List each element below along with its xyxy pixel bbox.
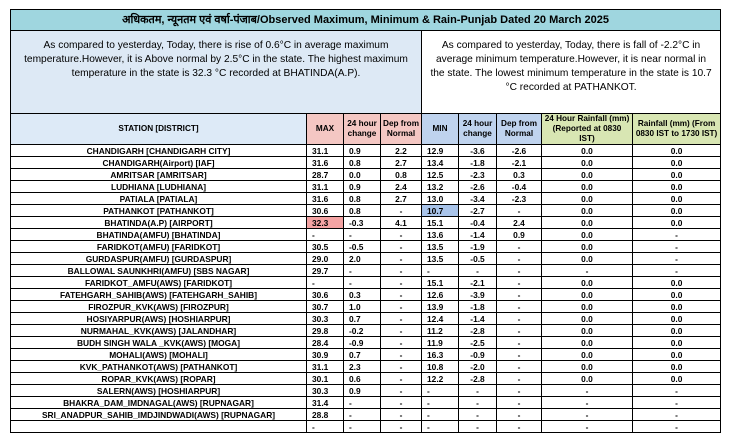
rain-24h-cell: 0.0 xyxy=(542,361,633,373)
table-row xyxy=(11,361,721,373)
max-dep-cell: 4.1 xyxy=(381,217,422,229)
min-change-cell: -1.4 xyxy=(459,313,497,325)
station-cell: HOSIYARPUR(AWS) [HOSHIARPUR] xyxy=(11,313,307,325)
min-cell: 12.9 xyxy=(422,145,459,157)
max-cell: 31.1 xyxy=(307,361,344,373)
table-row xyxy=(11,265,721,277)
min-dep-cell: 0.9 xyxy=(497,229,542,241)
max-change-cell: 0.8 xyxy=(344,205,381,217)
max-dep-cell: - xyxy=(381,205,422,217)
max-cell: 30.1 xyxy=(307,373,344,385)
rain-24h-cell: - xyxy=(542,265,633,277)
max-change-cell: - xyxy=(344,421,381,433)
min-dep-cell: - xyxy=(497,301,542,313)
rain-day-cell: 0.0 xyxy=(633,277,721,289)
max-dep-cell: - xyxy=(381,265,422,277)
rain-24h-cell: 0.0 xyxy=(542,289,633,301)
min-change-cell: -2.0 xyxy=(459,361,497,373)
min-cell: 16.3 xyxy=(422,349,459,361)
rain-24h-cell: 0.0 xyxy=(542,157,633,169)
table-row xyxy=(11,349,721,361)
max-cell: 30.3 xyxy=(307,385,344,397)
station-cell: AMRITSAR [AMRITSAR] xyxy=(11,169,307,181)
min-change-cell: -3.9 xyxy=(459,289,497,301)
station-cell: GURDASPUR(AMFU) [GURDASPUR] xyxy=(11,253,307,265)
station-cell: MOHALI(AWS) [MOHALI] xyxy=(11,349,307,361)
rain-day-cell: 0.0 xyxy=(633,181,721,193)
max-cell: 31.6 xyxy=(307,157,344,169)
rain-24h-cell: 0.0 xyxy=(542,229,633,241)
max-change-cell: 0.9 xyxy=(344,181,381,193)
min-dep-cell: - xyxy=(497,373,542,385)
rain-24h-cell: 0.0 xyxy=(542,241,633,253)
rain-24h-cell: 0.0 xyxy=(542,145,633,157)
min-dep-cell: - xyxy=(497,289,542,301)
max-change-cell: 0.6 xyxy=(344,373,381,385)
max-dep-cell: 2.7 xyxy=(381,193,422,205)
max-dep-cell: 2.4 xyxy=(381,181,422,193)
max-dep-cell: - xyxy=(381,409,422,421)
min-change-cell: -2.5 xyxy=(459,337,497,349)
header-max-dep: Dep from Normal xyxy=(381,114,422,145)
min-cell: 11.9 xyxy=(422,337,459,349)
min-temperature-summary: As compared to yesterday, Today, there is fall of -2.2°C in average minimum temperature.However, it is near normal in the state. The lowest minimum temperature in the state is 10.7 °C recorded at PATHANKOT. xyxy=(422,31,721,114)
min-dep-cell: - xyxy=(497,253,542,265)
min-cell: 13.0 xyxy=(422,193,459,205)
max-change-cell: -0.9 xyxy=(344,337,381,349)
station-cell: SALERN(AWS) [HOSHIARPUR] xyxy=(11,385,307,397)
rain-day-cell: 0.0 xyxy=(633,361,721,373)
table-row xyxy=(11,145,721,157)
max-dep-cell: - xyxy=(381,397,422,409)
min-cell: 11.2 xyxy=(422,325,459,337)
max-change-cell: - xyxy=(344,277,381,289)
rain-24h-cell: 0.0 xyxy=(542,349,633,361)
min-change-cell: -0.4 xyxy=(459,217,497,229)
station-cell: CHANDIGARH(Airport) [IAF] xyxy=(11,157,307,169)
min-dep-cell: 0.3 xyxy=(497,169,542,181)
rain-day-cell: 0.0 xyxy=(633,337,721,349)
rain-day-cell: 0.0 xyxy=(633,157,721,169)
min-change-cell: -2.6 xyxy=(459,181,497,193)
min-cell: 13.6 xyxy=(422,229,459,241)
max-change-cell: 0.9 xyxy=(344,385,381,397)
max-cell: 28.4 xyxy=(307,337,344,349)
observation-table xyxy=(10,9,721,433)
max-change-cell: -0.5 xyxy=(344,241,381,253)
max-dep-cell: - xyxy=(381,289,422,301)
max-dep-cell: - xyxy=(381,337,422,349)
station-cell xyxy=(11,421,307,433)
min-change-cell: -1.9 xyxy=(459,241,497,253)
min-cell: 13.4 xyxy=(422,157,459,169)
min-cell: 12.5 xyxy=(422,169,459,181)
header-rain-day: Rainfall (mm) (From 0830 IST to 1730 IST) xyxy=(633,114,721,145)
station-cell: BHATINDA(AMFU) [BHATINDA] xyxy=(11,229,307,241)
min-cell: 13.2 xyxy=(422,181,459,193)
table-row xyxy=(11,337,721,349)
max-cell: 31.6 xyxy=(307,193,344,205)
station-cell: NURMAHAL_KVK(AWS) [JALANDHAR] xyxy=(11,325,307,337)
max-cell: 28.7 xyxy=(307,169,344,181)
max-cell: 30.6 xyxy=(307,205,344,217)
station-cell: FARIDKOT_AMFU(AWS) [FARIDKOT] xyxy=(11,277,307,289)
max-change-cell: - xyxy=(344,397,381,409)
rain-day-cell: - xyxy=(633,253,721,265)
min-change-cell: - xyxy=(459,397,497,409)
rain-24h-cell: 0.0 xyxy=(542,373,633,385)
rain-day-cell: - xyxy=(633,385,721,397)
min-change-cell: -2.8 xyxy=(459,325,497,337)
max-change-cell: 0.8 xyxy=(344,193,381,205)
min-cell: 15.1 xyxy=(422,277,459,289)
header-max-change: 24 hour change xyxy=(344,114,381,145)
rain-day-cell: 0.0 xyxy=(633,169,721,181)
max-temperature-summary: As compared to yesterday, Today, there is rise of 0.6°C in average maximum temperature.However, it is Above normal by 2.5°C in the state. The highest maximum temperature in the state is 32.3 °C recorded at BHATINDA(A.P). xyxy=(11,31,422,114)
min-dep-cell: -2.3 xyxy=(497,193,542,205)
max-change-cell: 0.0 xyxy=(344,169,381,181)
rain-day-cell: 0.0 xyxy=(633,349,721,361)
min-change-cell: -1.4 xyxy=(459,229,497,241)
min-dep-cell: - xyxy=(497,361,542,373)
header-station: STATION [DISTRICT] xyxy=(11,114,307,145)
min-change-cell: - xyxy=(459,421,497,433)
min-change-cell: - xyxy=(459,409,497,421)
max-cell: 32.3 xyxy=(307,217,344,229)
rain-24h-cell: 0.0 xyxy=(542,205,633,217)
min-cell: - xyxy=(422,421,459,433)
header-min: MIN xyxy=(422,114,459,145)
max-dep-cell: 0.8 xyxy=(381,169,422,181)
max-cell: 30.3 xyxy=(307,313,344,325)
max-dep-cell: - xyxy=(381,385,422,397)
report-title: अधिकतम, न्यूनतम एवं वर्षा-पंजाब/Observed Maximum, Minimum & Rain-Punjab Dated 20 March 2025 xyxy=(11,10,721,31)
min-cell: 12.2 xyxy=(422,373,459,385)
max-dep-cell: - xyxy=(381,313,422,325)
rain-24h-cell: 0.0 xyxy=(542,181,633,193)
rain-24h-cell: 0.0 xyxy=(542,337,633,349)
station-cell: KVK_PATHANKOT(AWS) [PATHANKOT] xyxy=(11,361,307,373)
min-dep-cell: - xyxy=(497,349,542,361)
min-change-cell: -0.9 xyxy=(459,349,497,361)
max-change-cell: 2.0 xyxy=(344,253,381,265)
max-change-cell: 0.9 xyxy=(344,145,381,157)
rain-24h-cell: - xyxy=(542,397,633,409)
rain-day-cell: - xyxy=(633,409,721,421)
rain-day-cell: 0.0 xyxy=(633,289,721,301)
max-cell: - xyxy=(307,421,344,433)
table-row xyxy=(11,205,721,217)
max-change-cell: 2.3 xyxy=(344,361,381,373)
min-dep-cell: - xyxy=(497,277,542,289)
rain-24h-cell: 0.0 xyxy=(542,169,633,181)
rain-day-cell: - xyxy=(633,241,721,253)
min-cell: - xyxy=(422,397,459,409)
station-cell: FIROZPUR_KVK(AWS) [FIROZPUR] xyxy=(11,301,307,313)
min-dep-cell: -2.6 xyxy=(497,145,542,157)
min-change-cell: -0.5 xyxy=(459,253,497,265)
rain-day-cell: 0.0 xyxy=(633,373,721,385)
min-change-cell: -1.8 xyxy=(459,157,497,169)
header-min-change: 24 hour change xyxy=(459,114,497,145)
min-change-cell: -1.8 xyxy=(459,301,497,313)
max-cell: - xyxy=(307,277,344,289)
rain-24h-cell: 0.0 xyxy=(542,325,633,337)
rain-day-cell: - xyxy=(633,421,721,433)
min-cell: - xyxy=(422,265,459,277)
max-change-cell: - xyxy=(344,409,381,421)
rain-day-cell: 0.0 xyxy=(633,301,721,313)
max-dep-cell: - xyxy=(381,241,422,253)
max-cell: 29.7 xyxy=(307,265,344,277)
station-cell: PATHANKOT [PATHANKOT] xyxy=(11,205,307,217)
table-row xyxy=(11,385,721,397)
max-cell: 30.9 xyxy=(307,349,344,361)
table-row xyxy=(11,193,721,205)
min-change-cell: -2.1 xyxy=(459,277,497,289)
station-cell: SRI_ANADPUR_SAHIB_IMDJINDWADI(AWS) [RUPNAGAR] xyxy=(11,409,307,421)
rain-24h-cell: - xyxy=(542,409,633,421)
rain-day-cell: - xyxy=(633,265,721,277)
table-row xyxy=(11,301,721,313)
table-row xyxy=(11,169,721,181)
rain-day-cell: 0.0 xyxy=(633,193,721,205)
min-cell: 13.5 xyxy=(422,241,459,253)
max-change-cell: 0.7 xyxy=(344,349,381,361)
max-cell: 30.5 xyxy=(307,241,344,253)
max-change-cell: -0.2 xyxy=(344,325,381,337)
max-change-cell: 0.3 xyxy=(344,289,381,301)
max-cell: 31.1 xyxy=(307,145,344,157)
table-row xyxy=(11,313,721,325)
min-dep-cell: - xyxy=(497,265,542,277)
table-row xyxy=(11,229,721,241)
table-row xyxy=(11,397,721,409)
max-dep-cell: - xyxy=(381,349,422,361)
min-change-cell: - xyxy=(459,265,497,277)
rain-24h-cell: - xyxy=(542,421,633,433)
rain-24h-cell: 0.0 xyxy=(542,217,633,229)
table-row xyxy=(11,421,721,433)
min-change-cell: -3.6 xyxy=(459,145,497,157)
rain-day-cell: - xyxy=(633,229,721,241)
min-dep-cell: -2.1 xyxy=(497,157,542,169)
min-dep-cell: - xyxy=(497,421,542,433)
station-cell: FARIDKOT(AMFU) [FARIDKOT] xyxy=(11,241,307,253)
min-dep-cell: - xyxy=(497,205,542,217)
min-cell: 12.6 xyxy=(422,289,459,301)
table-row xyxy=(11,157,721,169)
min-dep-cell: - xyxy=(497,337,542,349)
rain-day-cell: - xyxy=(633,397,721,409)
rain-24h-cell: 0.0 xyxy=(542,313,633,325)
station-cell: LUDHIANA [LUDHIANA] xyxy=(11,181,307,193)
max-dep-cell: - xyxy=(381,301,422,313)
max-dep-cell: 2.7 xyxy=(381,157,422,169)
max-cell: - xyxy=(307,229,344,241)
station-cell: ROPAR_KVK(AWS) [ROPAR] xyxy=(11,373,307,385)
max-cell: 31.4 xyxy=(307,397,344,409)
min-dep-cell: 2.4 xyxy=(497,217,542,229)
table-row xyxy=(11,373,721,385)
min-cell: 10.7 xyxy=(422,205,459,217)
max-cell: 29.8 xyxy=(307,325,344,337)
max-change-cell: - xyxy=(344,229,381,241)
column-header-row xyxy=(11,114,721,145)
header-max: MAX xyxy=(307,114,344,145)
station-cell: BUDH SINGH WALA _KVK(AWS) [MOGA] xyxy=(11,337,307,349)
table-row xyxy=(11,181,721,193)
rain-24h-cell: 0.0 xyxy=(542,253,633,265)
max-cell: 28.8 xyxy=(307,409,344,421)
min-dep-cell: - xyxy=(497,241,542,253)
min-change-cell: - xyxy=(459,385,497,397)
min-cell: - xyxy=(422,385,459,397)
station-cell: BALLOWAL SAUNKHRI(AMFU) [SBS NAGAR] xyxy=(11,265,307,277)
table-row xyxy=(11,277,721,289)
min-cell: - xyxy=(422,409,459,421)
min-dep-cell: - xyxy=(497,409,542,421)
max-dep-cell: - xyxy=(381,277,422,289)
min-cell: 13.9 xyxy=(422,301,459,313)
min-dep-cell: - xyxy=(497,313,542,325)
min-dep-cell: - xyxy=(497,397,542,409)
min-cell: 10.8 xyxy=(422,361,459,373)
table-row xyxy=(11,253,721,265)
max-cell: 29.0 xyxy=(307,253,344,265)
table-row xyxy=(11,217,721,229)
rain-day-cell: 0.0 xyxy=(633,325,721,337)
max-change-cell: 1.0 xyxy=(344,301,381,313)
max-change-cell: 0.8 xyxy=(344,157,381,169)
station-cell: PATIALA [PATIALA] xyxy=(11,193,307,205)
rain-day-cell: 0.0 xyxy=(633,205,721,217)
table-row xyxy=(11,409,721,421)
min-dep-cell: - xyxy=(497,325,542,337)
max-dep-cell: - xyxy=(381,421,422,433)
min-dep-cell: - xyxy=(497,385,542,397)
rain-24h-cell: - xyxy=(542,385,633,397)
min-change-cell: -2.8 xyxy=(459,373,497,385)
max-change-cell: - xyxy=(344,265,381,277)
station-cell: CHANDIGARH [CHANDIGARH CITY] xyxy=(11,145,307,157)
rain-24h-cell: 0.0 xyxy=(542,193,633,205)
station-cell: BHATINDA(A.P) [AIRPORT] xyxy=(11,217,307,229)
min-dep-cell: -0.4 xyxy=(497,181,542,193)
max-dep-cell: - xyxy=(381,325,422,337)
min-cell: 13.5 xyxy=(422,253,459,265)
min-cell: 15.1 xyxy=(422,217,459,229)
max-cell: 30.6 xyxy=(307,289,344,301)
max-dep-cell: - xyxy=(381,229,422,241)
min-change-cell: -2.3 xyxy=(459,169,497,181)
rain-day-cell: 0.0 xyxy=(633,313,721,325)
min-change-cell: -3.4 xyxy=(459,193,497,205)
rain-24h-cell: 0.0 xyxy=(542,277,633,289)
rain-day-cell: 0.0 xyxy=(633,145,721,157)
max-change-cell: 0.7 xyxy=(344,313,381,325)
table-row xyxy=(11,325,721,337)
table-row xyxy=(11,241,721,253)
max-dep-cell: - xyxy=(381,253,422,265)
max-change-cell: -0.3 xyxy=(344,217,381,229)
max-cell: 30.7 xyxy=(307,301,344,313)
header-rain-24h: 24 Hour Rainfall (mm) (Reported at 0830 IST) xyxy=(542,114,633,145)
max-cell: 31.1 xyxy=(307,181,344,193)
max-dep-cell: 2.2 xyxy=(381,145,422,157)
station-cell: FATEHGARH_SAHIB(AWS) [FATEHGARH_SAHIB] xyxy=(11,289,307,301)
table-row xyxy=(11,289,721,301)
max-dep-cell: - xyxy=(381,361,422,373)
rain-24h-cell: 0.0 xyxy=(542,301,633,313)
station-cell: BHAKRA_DAM_IMDNAGAL(AWS) [RUPNAGAR] xyxy=(11,397,307,409)
rain-day-cell: 0.0 xyxy=(633,217,721,229)
header-min-dep: Dep from Normal xyxy=(497,114,542,145)
max-dep-cell: - xyxy=(381,373,422,385)
min-cell: 12.4 xyxy=(422,313,459,325)
min-change-cell: -2.7 xyxy=(459,205,497,217)
